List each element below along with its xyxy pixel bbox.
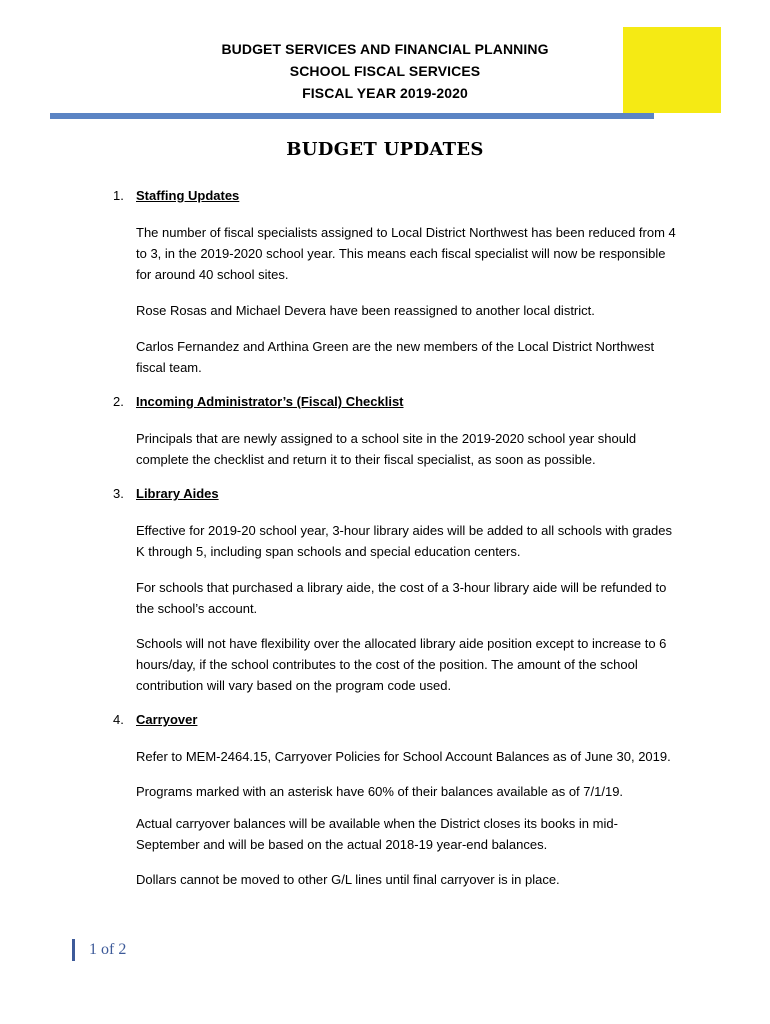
paragraph: Rose Rosas and Michael Devera have been reassigned to another local district. (136, 303, 595, 318)
paragraph: Refer to MEM-2464.15, Carryover Policies for School Account Balances as of June 30, 2019. (136, 749, 671, 764)
paragraph: Schools will not have flexibility over the allocated library aide position except to increase to 6 hours/day, if the school contributes to the cost of the position. The amount of the school contribution will vary based on the program code used. (136, 636, 667, 693)
section-number: 1. (113, 188, 124, 203)
paragraph: Actual carryover balances will be available when the District closes its books in mid-September and will be based on the actual 2018-19 year-end balances. (136, 816, 618, 852)
paragraph: Programs marked with an asterisk have 60% of their balances available as of 7/1/19. (136, 784, 624, 799)
paragraph: Principals that are newly assigned to a school site in the 2019-2020 school year should complete the checklist and return it to their fiscal specialist, as soon as possible. (136, 431, 637, 467)
section-title: Staffing Updates (136, 188, 240, 203)
paragraph: Carlos Fernandez and Arthina Green are the new members of the Local District Northwest fiscal team. (136, 339, 655, 375)
section-heading (113, 485, 219, 503)
section-title: Incoming Administrator’s (Fiscal) Checklist (136, 394, 404, 409)
section-number: 3. (113, 486, 124, 501)
section-heading (113, 393, 404, 411)
header-line-3: FISCAL YEAR 2019-2020 (302, 85, 468, 101)
document-header (0, 38, 770, 104)
section-heading (113, 187, 239, 205)
paragraph: Dollars cannot be moved to other G/L lines until final carryover is in place. (136, 872, 560, 887)
header-divider (50, 113, 654, 119)
footer-accent-bar (72, 939, 75, 961)
section-number: 4. (113, 712, 124, 727)
section-number: 2. (113, 394, 124, 409)
page-footer (72, 938, 126, 962)
paragraph: The number of fiscal specialists assigned to Local District Northwest has been reduced from 4 to 3, in the 2019-2020 school year. This means each fiscal specialist will now be responsible for around 40 school sites. (136, 225, 676, 282)
paragraph: Effective for 2019-20 school year, 3-hour library aides will be added to all schools with grades K through 5, including span schools and special education centers. (136, 523, 672, 559)
section-title: Carryover (136, 712, 198, 727)
header-line-1: BUDGET SERVICES AND FINANCIAL PLANNING (221, 41, 549, 57)
section-heading (113, 711, 197, 729)
section-title: Library Aides (136, 486, 219, 501)
paragraph: For schools that purchased a library aide, the cost of a 3-hour library aide will be refunded to the school’s account. (136, 580, 667, 616)
page-number: 1 of 2 (89, 941, 127, 958)
page-title: BUDGET UPDATES (286, 139, 484, 160)
header-line-2: SCHOOL FISCAL SERVICES (289, 63, 481, 79)
